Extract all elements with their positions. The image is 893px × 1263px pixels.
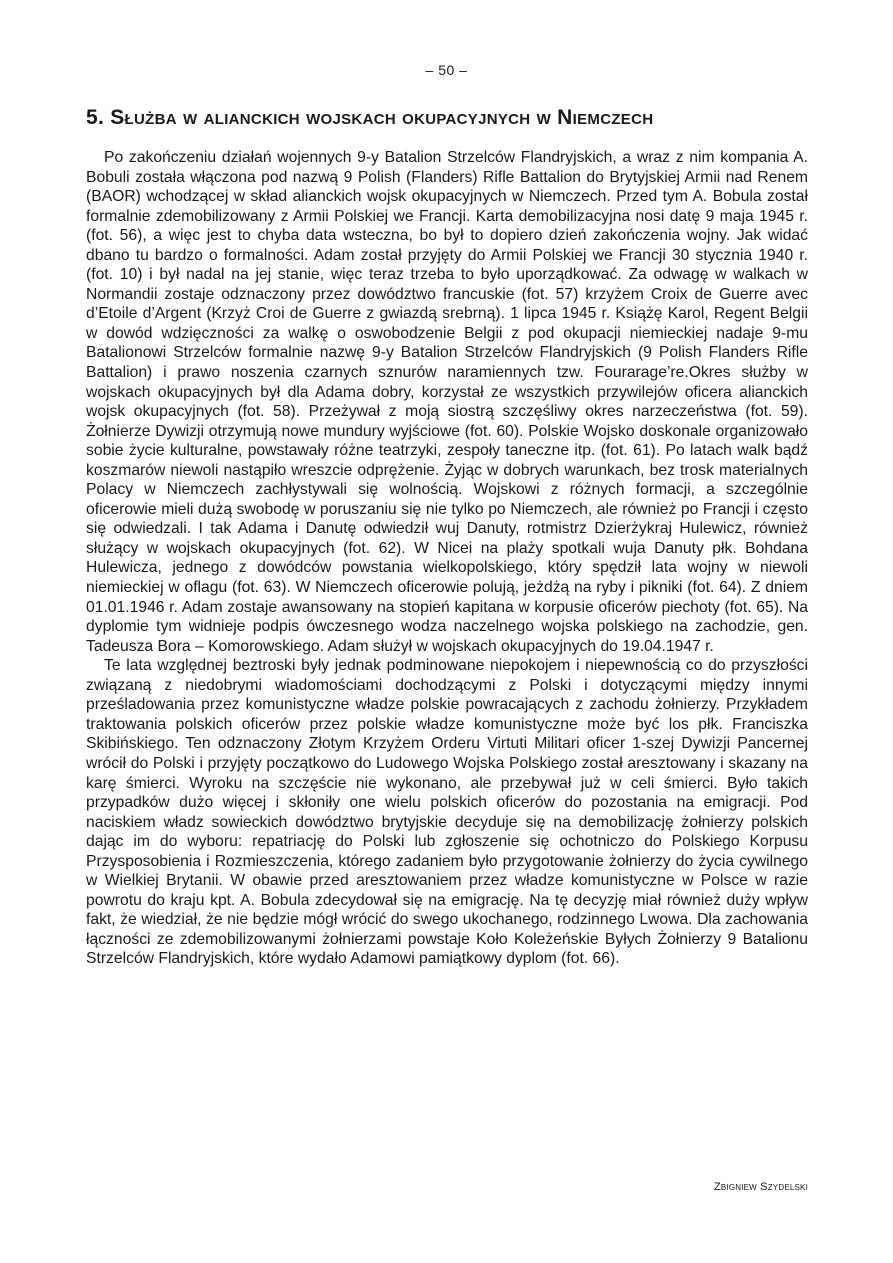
- paragraph: Po zakończeniu działań wojennych 9-y Batalion Strzelców Flandryjskich, a wraz z nim kompania A. Bobuli została włączona pod nazwą 9 Polish (Flanders) Rifle Battalion do Brytyjskiej Armii nad Renem (BAOR) wchodzącej w skład alianckich wojsk okupacyjnych w Niemczech. Przed tym A. Bobula został formalnie zdemobilizowany z Armii Polskiej we Francji. Karta demobilizacyjna nosi datę 9 maja 1945 r. (fot. 56), a więc jest to chyba data wsteczna, bo był to dopiero dzień zakończenia wojny. Jak widać dbano tu bardzo o formalności. Adam został przyjęty do Armii Polskiej we Francji 30 stycznia 1940 r. (fot. 10) i był nadal na jej stanie, więc teraz trzeba to było uporządkować. Za odwagę w walkach w Normandii zostaje odznaczony przez dowództwo francuskie (fot. 57) krzyżem Croix de Guerre avec d’Etoile d’Argent (Krzyż Croi de Guerre z gwiazdą srebrną). 1 lipca 1945 r. Książę Karol, Regent Belgii w dowód wdzięczności za walkę o oswobodzenie Belgii z pod okupacji niemieckiej nadaje 9-mu Batalionowi Strzelców formalnie nazwę 9-y Batalion Strzelców Flandryjskich (9 Polish Flanders Rifle Battalion) i prawo noszenia czarnych sznurów naramiennych tzw. Fourarage’re.Okres służby w wojskach okupacyjnych był dla Adama dobry, korzystał ze wszystkich przywilejów oficera alianckich wojsk okupacyjnych (fot. 58). Przeżywał z moją siostrą szczęśliwy okres narzeczeństwa (fot. 59). Żołnierze Dywizji otrzymują nowe mundury wyjściowe (fot. 60). Polskie Wojsko doskonale organizowało sobie życie kulturalne, powstawały różne teatrzyki, zespoły taneczne itp. (fot. 61). Po latach walk bądź koszmarów niewoli nastąpiło wreszcie odprężenie. Żyjąc w dobrych warunkach, bez trosk materialnych Polacy w Niemczech zachłystywali się wolnością. Wojskowi z różnych formacji, a szczególnie oficerowie mieli dużą swobodę w poruszaniu się nie tylko po Niemczech, ale również po Francji i często się odwiedzali. I tak Adama i Danutę odwiedził wuj Danuty, rotmistrz Dzierżykraj Hulewicz, również służący w wojskach okupacyjnych (fot. 62). W Nicei na plaży spotkali wuja Danuty płk. Bohdana Hulewicza, jednego z dowódców powstania wielkopolskiego, który spędził lata wojny w niewoli niemieckiej w oflagu (fot. 63). W Niemczech oficerowie polują, jeżdżą na ryby i pikniki (fot. 64). Z dniem 01.01.1946 r. Adam zostaje awansowany na stopień kapitana w korpusie oficerów piechoty (fot. 65). Na dyplomie tym widnieje podpis ówczesnego wodza naczelnego wojska polskiego na zachodzie, gen. Tadeusza Bora – Komorowskiego. Adam służył w wojskach okupacyjnych do 19.04.1947 r.: [86, 149, 808, 655]
- page-number: – 50 –: [425, 62, 468, 78]
- body-text: [86, 148, 808, 969]
- author-name: Zbigniew Szydelski: [713, 1181, 808, 1193]
- chapter-title: 5. Służba w alianckich wojskach okupacyjnych w Niemczech: [86, 106, 654, 129]
- paragraph: Te lata względnej beztroski były jednak podminowane niepokojem i niepewnością co do przyszłości związaną z niedobrymi wiadomościami dochodzącymi z Polski i dotyczącymi między innymi prześladowania przez komunistyczne władze polskie powracających z zachodu żołnierzy. Przykładem traktowania polskich oficerów przez polskie władze komunistyczne może być los płk. Franciszka Skibińskiego. Ten odznaczony Złotym Krzyżem Orderu Virtuti Militari oficer 1-szej Dywizji Pancernej wrócił do Polski i przyjęty początkowo do Ludowego Wojska Polskiego został aresztowany i skazany na karę śmierci. Wyroku na szczęście nie wykonano, ale przebywał już w celi śmierci. Było takich przypadków dużo więcej i skłoniły one wielu polskich oficerów do pozostania na emigracji. Pod naciskiem władz sowieckich dowództwo brytyjskie decyduje się na demobilizację żołnierzy polskich dając im do wyboru: repatriację do Polski lub zgłoszenie się ochotniczo do Polskiego Korpusu Przysposobienia i Rozmieszczenia, którego zadaniem było przygotowanie żołnierzy do życia cywilnego w Wielkiej Brytanii. W obawie przed aresztowaniem przez władze komunistyczne w Polsce w razie powrotu do kraju kpt. A. Bobula zdecydował się na emigrację. Na tę decyzję miał również duży wpływ fakt, że wiedział, że nie będzie mógł wrócić do swego ukochanego, rodzinnego Lwowa. Dla zachowania łączności ze zdemobilizowanymi żołnierzami powstaje Koło Koleżeńskie Byłych Żołnierzy 9 Batalionu Strzelców Flandryjskich, które wydało Adamowi pamiątkowy dyplom (fot. 66).: [86, 657, 808, 968]
